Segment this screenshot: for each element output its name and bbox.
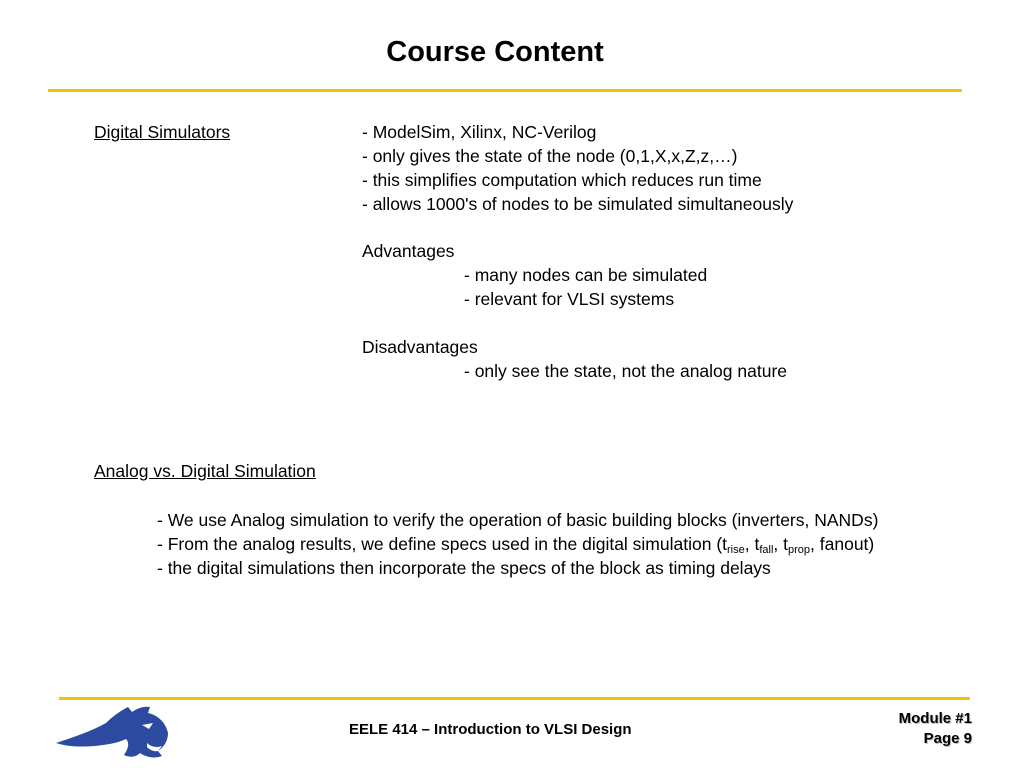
footer-course-title: EELE 414 – Introduction to VLSI Design [349, 721, 632, 738]
list-item: - many nodes can be simulated [464, 265, 708, 285]
list-item: - this simplifies computation which reduces run time [362, 170, 762, 190]
footer-page-info [899, 709, 972, 749]
list-item: - From the analog results, we define specs used in the digital simulation ($t_{rise}$, $t_{fall}$, $t_{prop}$, fanout) [157, 534, 875, 556]
module-number: Module #1 [898, 710, 972, 727]
list-item: - only gives the state of the node (0,1,X,x,Z,z,…) [362, 146, 738, 166]
advantages-label: Advantages [362, 241, 455, 261]
list-item: - the digital simulations then incorporate the specs of the block as timing delays [157, 558, 771, 578]
disadvantages-label: Disadvantages [362, 337, 478, 357]
bottom-divider [59, 697, 970, 700]
bobcat-logo-icon [54, 703, 170, 759]
page-number: Page 9 [923, 730, 972, 747]
top-divider [48, 89, 962, 92]
list-item: - We use Analog simulation to verify the operation of basic building blocks (inverters, NANDs) [157, 510, 879, 530]
list-item: - ModelSim, Xilinx, NC-Verilog [362, 122, 597, 142]
list-item: - only see the state, not the analog nature [464, 361, 787, 381]
slide-title: Course Content [386, 36, 604, 68]
analog-vs-digital-heading: Analog vs. Digital Simulation [94, 461, 316, 481]
digital-simulators-heading: Digital Simulators [94, 122, 231, 142]
list-item: - relevant for VLSI systems [464, 289, 675, 309]
list-item: - allows 1000's of nodes to be simulated simultaneously [362, 194, 794, 214]
